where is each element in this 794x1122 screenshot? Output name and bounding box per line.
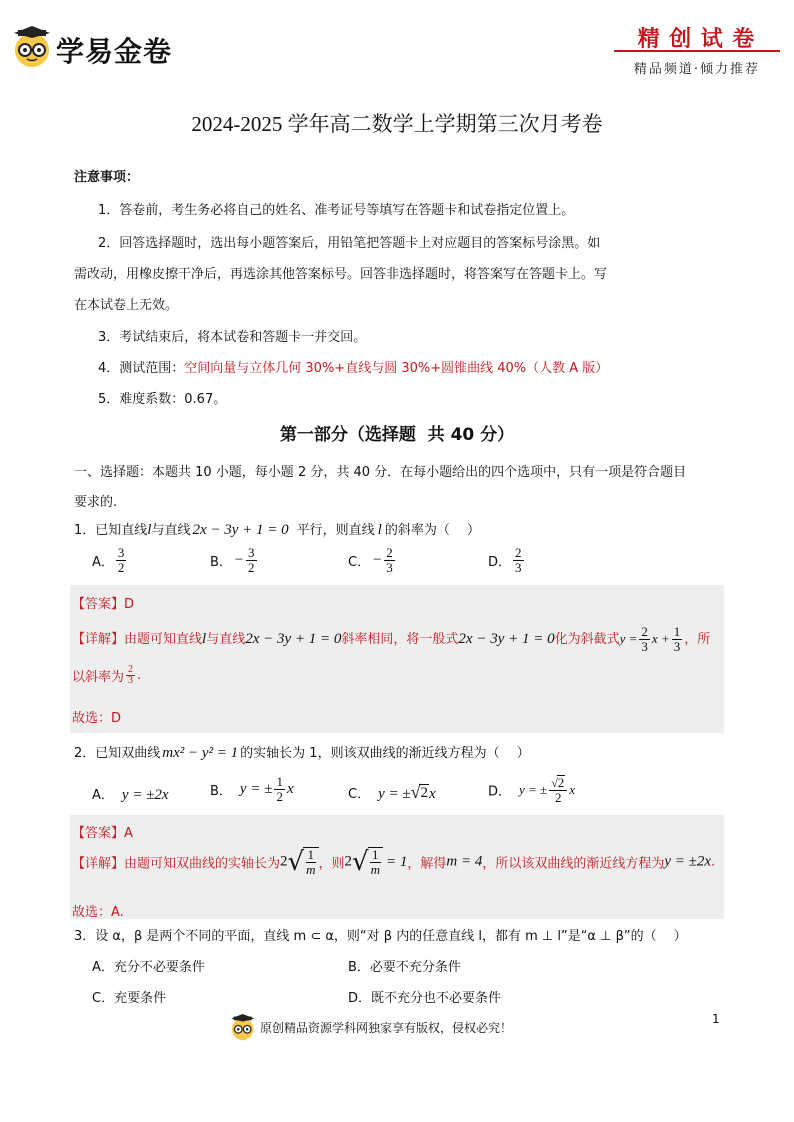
q1-df2-den: 3 bbox=[673, 639, 681, 654]
q2-detail-1: 由题可知双曲线的实轴长为 bbox=[124, 856, 281, 872]
brand-title: 精 创 试 卷 bbox=[637, 26, 757, 51]
q1-df1-num: 2 bbox=[641, 624, 648, 639]
q1-answer-value: D bbox=[124, 597, 135, 612]
q2-detail-label: 【详解】 bbox=[72, 856, 125, 872]
mascot-icon bbox=[230, 1014, 258, 1042]
q1-post: 平行，则直线 bbox=[296, 523, 375, 538]
q1-answer bbox=[72, 593, 134, 612]
q1-option-c-sign: − bbox=[372, 552, 383, 568]
q1-b-num: 3 bbox=[248, 545, 255, 560]
q1-detail-cont: 以斜率为 $\frac{2}{3}$ . bbox=[72, 664, 142, 686]
q2-detail-result: y = ±2x bbox=[664, 853, 712, 870]
q1-c-num: 2 bbox=[386, 545, 393, 560]
q1-equation: 2x − 3y + 1 = 0 bbox=[192, 522, 289, 538]
q1-mid: 与直线 bbox=[151, 523, 191, 538]
q1-option-d[interactable] bbox=[488, 546, 526, 575]
q2-s2-den: m bbox=[370, 862, 380, 877]
q1-b-den: 2 bbox=[248, 560, 255, 575]
q3-option-b[interactable]: B．必要不充分条件 bbox=[348, 960, 461, 975]
q1-post2: 的斜率为（ ） bbox=[384, 523, 480, 538]
q2-option-c-x: x bbox=[428, 786, 436, 802]
q2-pre: 2．已知双曲线 bbox=[74, 746, 161, 761]
q2-option-b-x: x bbox=[286, 781, 294, 797]
logo bbox=[12, 26, 202, 70]
question-1-stem bbox=[74, 519, 480, 539]
q2-d-den: 2 bbox=[555, 790, 562, 805]
brand-block bbox=[612, 22, 782, 78]
q2-option-d[interactable] bbox=[488, 775, 575, 805]
q2-answer-label: 【答案】 bbox=[72, 826, 125, 841]
note-2-cont: 需改动，用橡皮擦干净后，再选涂其他答案标号。回答非选择题时，将答案写在答题卡上。写 bbox=[74, 267, 608, 282]
q2-option-a-value: y = ±2x bbox=[121, 787, 169, 803]
q1-option-c[interactable] bbox=[348, 546, 397, 575]
q2-option-d-pre: y = ± bbox=[519, 782, 548, 797]
q2-equation: mx² − y² = 1 bbox=[162, 745, 239, 761]
q1-df2-num: 1 bbox=[673, 624, 681, 639]
q1-detail-6: 以斜率为 bbox=[72, 670, 125, 685]
q3-option-a[interactable]: A．充分不必要条件 bbox=[92, 960, 205, 975]
note-2-end: 在本试卷上无效。 bbox=[74, 298, 179, 313]
question-2-stem bbox=[74, 742, 530, 762]
q1-option-b-label: B． bbox=[210, 555, 232, 570]
q2-b-num: 1 bbox=[276, 774, 283, 789]
q1-pre: 1．已知直线 bbox=[74, 523, 148, 538]
sqrt-icon: √ bbox=[551, 775, 558, 790]
q2-option-d-x: x bbox=[569, 782, 576, 797]
q3-option-c[interactable]: C．充要条件 bbox=[92, 991, 167, 1006]
q2-detail-sqrt-2 bbox=[352, 847, 383, 877]
section-instruction-1: 一、选择题：本题共 10 小题，每小题 2 分，共 40 分．在每小题给出的四个选项中，只有一项是符合题目 bbox=[74, 465, 687, 480]
q1-option-a-frac bbox=[116, 546, 127, 575]
q2-answer-value: A bbox=[124, 826, 133, 841]
q1-detail-x: x + bbox=[651, 631, 670, 646]
q1-detail-l: l bbox=[202, 631, 207, 647]
q1-answer-label: 【答案】 bbox=[72, 597, 125, 612]
q1-sf-num: 2 bbox=[128, 664, 134, 675]
q1-option-d-label: D． bbox=[488, 555, 512, 570]
q2-detail-m: m = 4 bbox=[446, 853, 483, 870]
question-3-stem: 3．设 α，β 是两个不同的平面，直线 m ⊂ α，则“对 β 内的任意直线 l，都有 m ⊥ l”是“α ⊥ β”的（ ） bbox=[74, 929, 687, 944]
note-5: 5．难度系数：0.67。 bbox=[98, 392, 227, 407]
q1-detail-1: 由题可知直线 bbox=[124, 632, 203, 647]
q2-answer-box bbox=[70, 815, 724, 919]
q2-detail-4: ，所以该双曲线的渐近线方程为 bbox=[482, 856, 665, 872]
q2-detail-eq-one: = 1 bbox=[385, 853, 408, 870]
q1-option-c-label: C． bbox=[348, 555, 371, 570]
q1-detail-frac-2 bbox=[672, 625, 683, 654]
q1-option-b[interactable] bbox=[210, 546, 259, 575]
q2-d-rad: 2 bbox=[557, 775, 565, 790]
q1-detail-4: 化为斜截式 bbox=[554, 632, 620, 647]
q2-detail-sqrt-1 bbox=[288, 847, 319, 877]
q2-detail-2: ，则 bbox=[318, 856, 345, 872]
q1-detail-frac-1 bbox=[639, 625, 650, 654]
q1-c-den: 3 bbox=[386, 560, 393, 575]
note-2: 2．回答选择题时，选出每小题答案后，用铅笔把答题卡上对应题目的答案标号涂黑。如 bbox=[98, 236, 601, 251]
q1-detail-5: ，所 bbox=[684, 632, 711, 647]
q2-option-c-pre: y = ± bbox=[378, 786, 411, 802]
footer bbox=[230, 1012, 570, 1042]
footer-copyright: 原创精品资源学科网独家享有版权，侵权必究！ bbox=[260, 1021, 513, 1035]
q1-answer-box bbox=[70, 585, 724, 733]
sqrt-icon: √ bbox=[287, 847, 305, 877]
q2-post: 的实轴长为 1，则该双曲线的渐近线方程为（ ） bbox=[240, 746, 530, 761]
q1-option-b-frac bbox=[246, 546, 257, 575]
q1-choice: 故选：D bbox=[72, 711, 122, 726]
q1-detail-y: y = bbox=[619, 631, 638, 646]
q2-option-d-label: D． bbox=[488, 784, 512, 800]
page-number: 1 bbox=[712, 1012, 720, 1026]
q2-option-b-frac bbox=[274, 775, 285, 804]
q1-option-a[interactable] bbox=[92, 546, 128, 575]
q2-s1-den: m bbox=[306, 862, 316, 877]
q2-option-c[interactable] bbox=[348, 782, 436, 803]
q1-a-num: 3 bbox=[117, 545, 125, 560]
q1-sf-den: 3 bbox=[128, 675, 134, 686]
logo-text: 学易金卷 bbox=[56, 35, 173, 68]
q1-var-l-2: l bbox=[377, 522, 382, 538]
q2-option-b-pre: y = ± bbox=[239, 781, 273, 797]
q2-choice: 故选：A. bbox=[72, 905, 124, 920]
q2-b-den: 2 bbox=[276, 789, 283, 804]
sqrt-icon: √ bbox=[410, 782, 421, 802]
q2-detail-3: ，解得 bbox=[407, 856, 447, 872]
q1-d-den: 3 bbox=[515, 560, 522, 575]
q1-option-d-frac bbox=[513, 546, 524, 575]
note-4-prefix: 4．测试范围： bbox=[98, 361, 185, 376]
q2-s2-num: 1 bbox=[372, 847, 379, 862]
q1-option-c-frac bbox=[384, 546, 395, 575]
note-1: 1．答卷前，考生务必将自己的姓名、准考证号等填写在答题卡和试卷指定位置上。 bbox=[98, 203, 575, 218]
q1-detail-2: 与直线 bbox=[206, 632, 246, 647]
q1-df1-den: 3 bbox=[641, 639, 648, 654]
q1-detail-eq: 2x − 3y + 1 = 0 bbox=[245, 631, 342, 647]
q1-slope-frac bbox=[126, 665, 135, 686]
q2-s1-num: 1 bbox=[307, 847, 315, 862]
brand-subtitle: 精品频道·倾力推荐 bbox=[633, 62, 761, 77]
q2-option-a-label: A． bbox=[92, 788, 114, 803]
q2-option-b-label: B． bbox=[210, 784, 232, 799]
q2-option-d-frac bbox=[549, 775, 567, 805]
q2-option-c-sqrt bbox=[411, 782, 429, 803]
q1-d-num: 2 bbox=[515, 545, 522, 560]
q2-c-rad: 2 bbox=[420, 784, 428, 801]
q1-option-b-sign: − bbox=[233, 552, 245, 568]
sqrt-icon: √ bbox=[352, 847, 369, 877]
q1-a-den: 2 bbox=[117, 560, 125, 575]
q1-detail bbox=[72, 625, 710, 654]
section-instruction-2: 要求的. bbox=[74, 495, 118, 510]
note-3: 3．考试结束后，将本试卷和答题卡一并交回。 bbox=[98, 330, 367, 345]
q1-option-a-label: A． bbox=[92, 555, 114, 570]
q2-detail: 【详解】由题可知双曲线的实轴长为2 √ $\frac{1}{m}$ ，则2 √ $\frac{1}{m}$ = 1，解得m = 4，所以该双曲线的渐近线方程为y = ±2x. bbox=[72, 847, 716, 877]
q2-answer bbox=[72, 822, 133, 841]
q2-detail-coef: 2 bbox=[280, 853, 288, 870]
q2-option-a[interactable] bbox=[92, 784, 169, 804]
q1-var-l: l bbox=[147, 522, 152, 538]
mascot-icon bbox=[12, 26, 56, 70]
q1-detail-3: 斜率相同，将一般式 bbox=[341, 632, 459, 647]
notes-heading: 注意事项： bbox=[74, 170, 140, 185]
q2-option-b[interactable] bbox=[210, 775, 294, 804]
note-4 bbox=[98, 357, 608, 376]
q1-detail-label: 【详解】 bbox=[72, 632, 125, 647]
q1-detail-eq-2: 2x − 3y + 1 = 0 bbox=[458, 631, 555, 647]
section-title: 第一部分（选择题 共 40 分） bbox=[279, 425, 515, 445]
q2-d-num bbox=[549, 775, 567, 791]
page-title: 2024-2025 学年高二数学上学期第三次月考卷 bbox=[191, 112, 603, 136]
q3-option-d[interactable]: D．既不充分也不必要条件 bbox=[348, 991, 502, 1006]
note-4-range: 空间向量与立体几何 30%+直线与圆 30%+圆锥曲线 40%（人教 A 版） bbox=[184, 361, 609, 376]
q2-detail-coef-2: 2 bbox=[344, 853, 353, 870]
q2-option-c-label: C． bbox=[348, 787, 371, 802]
